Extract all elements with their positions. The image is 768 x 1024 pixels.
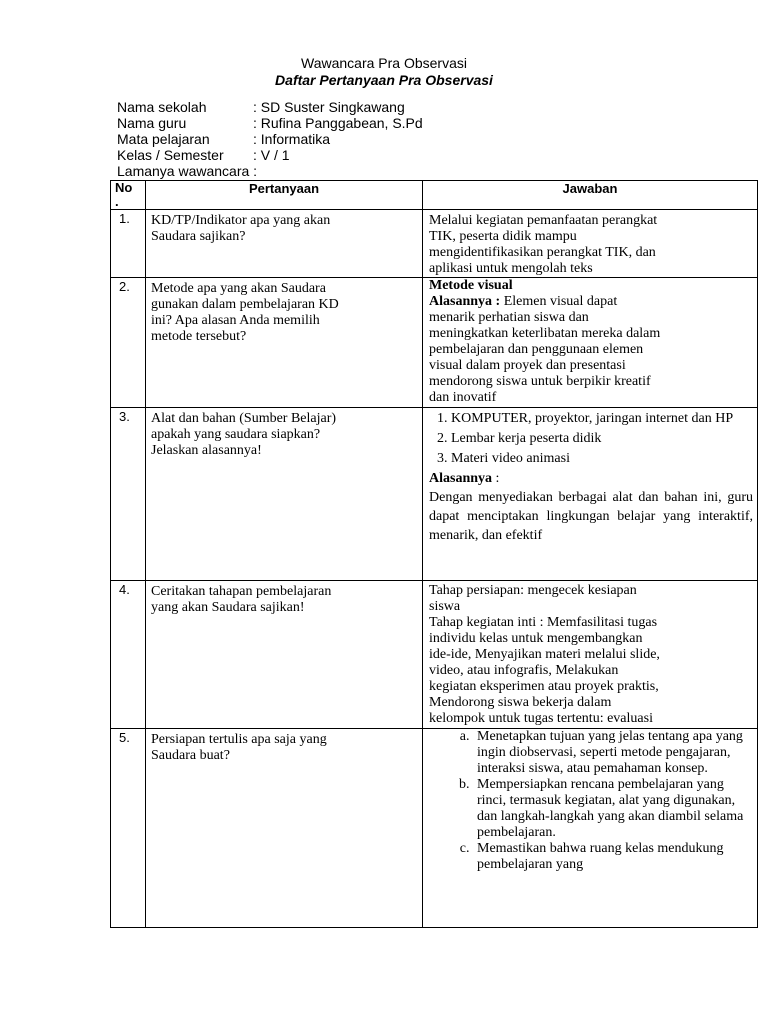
question-cell — [146, 278, 423, 408]
question-text: KD/TP/Indikator apa yang akan Saudara sajikan? — [151, 213, 331, 244]
header-question: Pertanyaan — [146, 181, 423, 210]
list-item: 2. Lembar kerja peserta didik — [451, 430, 753, 448]
question-cell — [146, 581, 423, 729]
meta-value: : V / 1 — [253, 147, 290, 163]
row-number: 3. — [111, 408, 146, 581]
answer-reason — [429, 294, 753, 406]
answer-reason-text: Dengan menyediakan berbagai alat dan bahan ini, guru dapat menciptakan lingkungan belajar yang interaktif, menarik, dan efektif — [429, 490, 753, 543]
question-cell — [146, 729, 423, 928]
meta-value: : SD Suster Singkawang — [253, 99, 405, 115]
meta-label: Mata pelajaran — [117, 131, 210, 147]
list-item: 1. KOMPUTER, proyektor, jaringan internet dan HP — [451, 410, 753, 428]
meta-value: : Informatika — [253, 131, 331, 147]
meta-label: Nama guru — [117, 115, 187, 131]
list-item: b. Mempersiapkan rencana pembelajaran yang rinci, termasuk kegiatan, alat yang digunakan, dan langkah-langkah yang akan diambil selama pembelajaran. — [473, 777, 753, 841]
answer-cell — [423, 729, 758, 928]
answer-list — [429, 729, 753, 873]
meta-label: Nama sekolah — [117, 99, 207, 115]
answer-cell — [423, 210, 758, 278]
row-number: 2. — [111, 278, 146, 408]
answer-reason-text: Elemen visual dapat menarik perhatian siswa dan meningkatkan keterlibatan mereka dalam pembelajaran dan penggunaan elemen visual dalam proyek dan presentasi mendorong siswa untuk berpikir kreatif dan inovatif — [429, 294, 661, 405]
header-answer: Jawaban — [423, 181, 758, 210]
header-no: No . — [111, 181, 146, 210]
meta-label: Kelas / Semester — [117, 147, 224, 163]
list-item: 3. Materi video animasi — [451, 450, 753, 468]
question-table — [110, 180, 758, 928]
answer-text: Tahap persiapan: mengecek kesiapan siswa Tahap kegiatan inti : Memfasilitasi tugas individu kelas untuk mengembangkan ide-ide, Menyajikan materi melalui slide, video, atau infografis, Melakukan kegiatan eksperimen atau proyek praktis, Mendorong siswa bekerja dalam kelompok untuk tugas tertentu: evaluasi — [429, 583, 660, 726]
document-subtitle: Daftar Pertanyaan Pra Observasi — [275, 72, 493, 88]
answer-reason-label: Alasannya : — [429, 294, 501, 309]
row-number: 5. — [111, 729, 146, 928]
answer-cell — [423, 408, 758, 581]
answer-list — [429, 410, 753, 468]
answer-reason-label: Alasannya — [429, 471, 493, 486]
meta-value: : Rufina Panggabean, S.Pd — [253, 115, 423, 131]
question-cell — [146, 408, 423, 581]
table-row — [111, 278, 758, 408]
answer-reason-heading — [429, 470, 753, 488]
table-row — [111, 729, 758, 928]
question-text: Persiapan tertulis apa saja yang Saudara buat? — [151, 732, 327, 763]
question-cell — [146, 210, 423, 278]
answer-cell — [423, 581, 758, 729]
row-number: 1. — [111, 210, 146, 278]
answer-heading: Metode visual — [429, 278, 513, 293]
question-text: Alat dan bahan (Sumber Belajar) apakah yang saudara siapkan? Jelaskan alasannya! — [151, 411, 337, 458]
answer-text: Melalui kegiatan pemanfaatan perangkat TIK, peserta didik mampu mengidentifikasikan perangkat TIK, dan aplikasi untuk mengolah teks — [429, 213, 658, 276]
answer-reason-suffix: : — [492, 471, 500, 486]
question-text: Metode apa yang akan Saudara gunakan dalam pembelajaran KD ini? Apa alasan Anda memilih metode tersebut? — [151, 281, 339, 344]
table-row — [111, 210, 758, 278]
row-number: 4. — [111, 581, 146, 729]
table-header-row — [111, 181, 758, 210]
table-row — [111, 581, 758, 729]
list-item: c. Memastikan bahwa ruang kelas mendukung pembelajaran yang — [473, 841, 753, 873]
meta-label: Lamanya wawancara : — [117, 163, 258, 179]
document-title: Wawancara Pra Observasi — [301, 55, 467, 71]
table-row — [111, 408, 758, 581]
list-item: a. Menetapkan tujuan yang jelas tentang apa yang ingin diobservasi, seperti metode pengajaran, interaksi siswa, atau pemahaman konsep. — [473, 729, 753, 777]
answer-cell — [423, 278, 758, 408]
question-text: Ceritakan tahapan pembelajaran yang akan Saudara sajikan! — [151, 584, 332, 615]
